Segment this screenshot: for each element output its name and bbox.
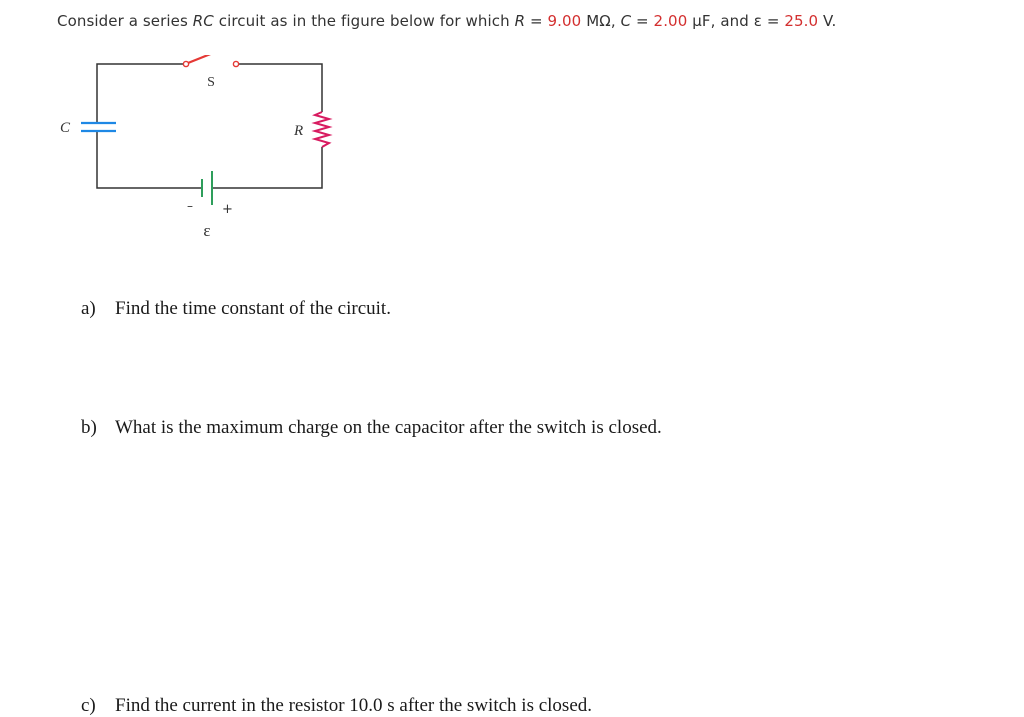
equals-sign: = [761,12,785,30]
emf-unit: V. [818,12,837,30]
capacitor-label: C [60,120,71,136]
intro-text-mid: circuit as in the figure below for which [213,12,515,30]
switch [183,55,238,67]
battery-plus-label: + [222,202,233,217]
r-unit: MΩ, [581,12,621,30]
wire-bottom-left [97,131,202,188]
question-text: Find the current in the resistor 10.0 s after the switch is closed. [115,695,593,716]
wire-top-right [236,64,322,112]
wire-right-bottom [212,147,322,188]
c-value: 2.00 [653,12,688,30]
circuit-diagram [55,55,345,245]
question-c [81,695,592,717]
wire-top-left [97,64,184,123]
emf-label: ε [203,221,211,240]
battery [202,171,212,205]
equals-sign: = [631,12,654,30]
question-label: c) [81,695,96,716]
problem-statement [57,12,836,30]
c-unit: μF, and [687,12,754,30]
switch-label: S [207,75,215,90]
question-b [81,417,662,439]
intro-text: Consider a series [57,12,193,30]
question-label: a) [81,298,96,319]
r-symbol: R [514,12,526,30]
r-value: 9.00 [547,12,582,30]
resistor [315,112,329,147]
question-text: Find the time constant of the circuit. [115,298,391,319]
battery-minus-label: – [187,199,193,213]
rc-symbol: RC [192,12,214,30]
equals-sign: = [525,12,548,30]
question-label: b) [81,417,97,438]
capacitor [81,123,116,131]
question-a [81,298,391,320]
question-text: What is the maximum charge on the capacitor after the switch is closed. [115,417,662,438]
emf-symbol: ε [753,12,762,30]
resistor-label: R [294,123,304,139]
c-symbol: C [620,12,632,30]
emf-value: 25.0 [784,12,819,30]
